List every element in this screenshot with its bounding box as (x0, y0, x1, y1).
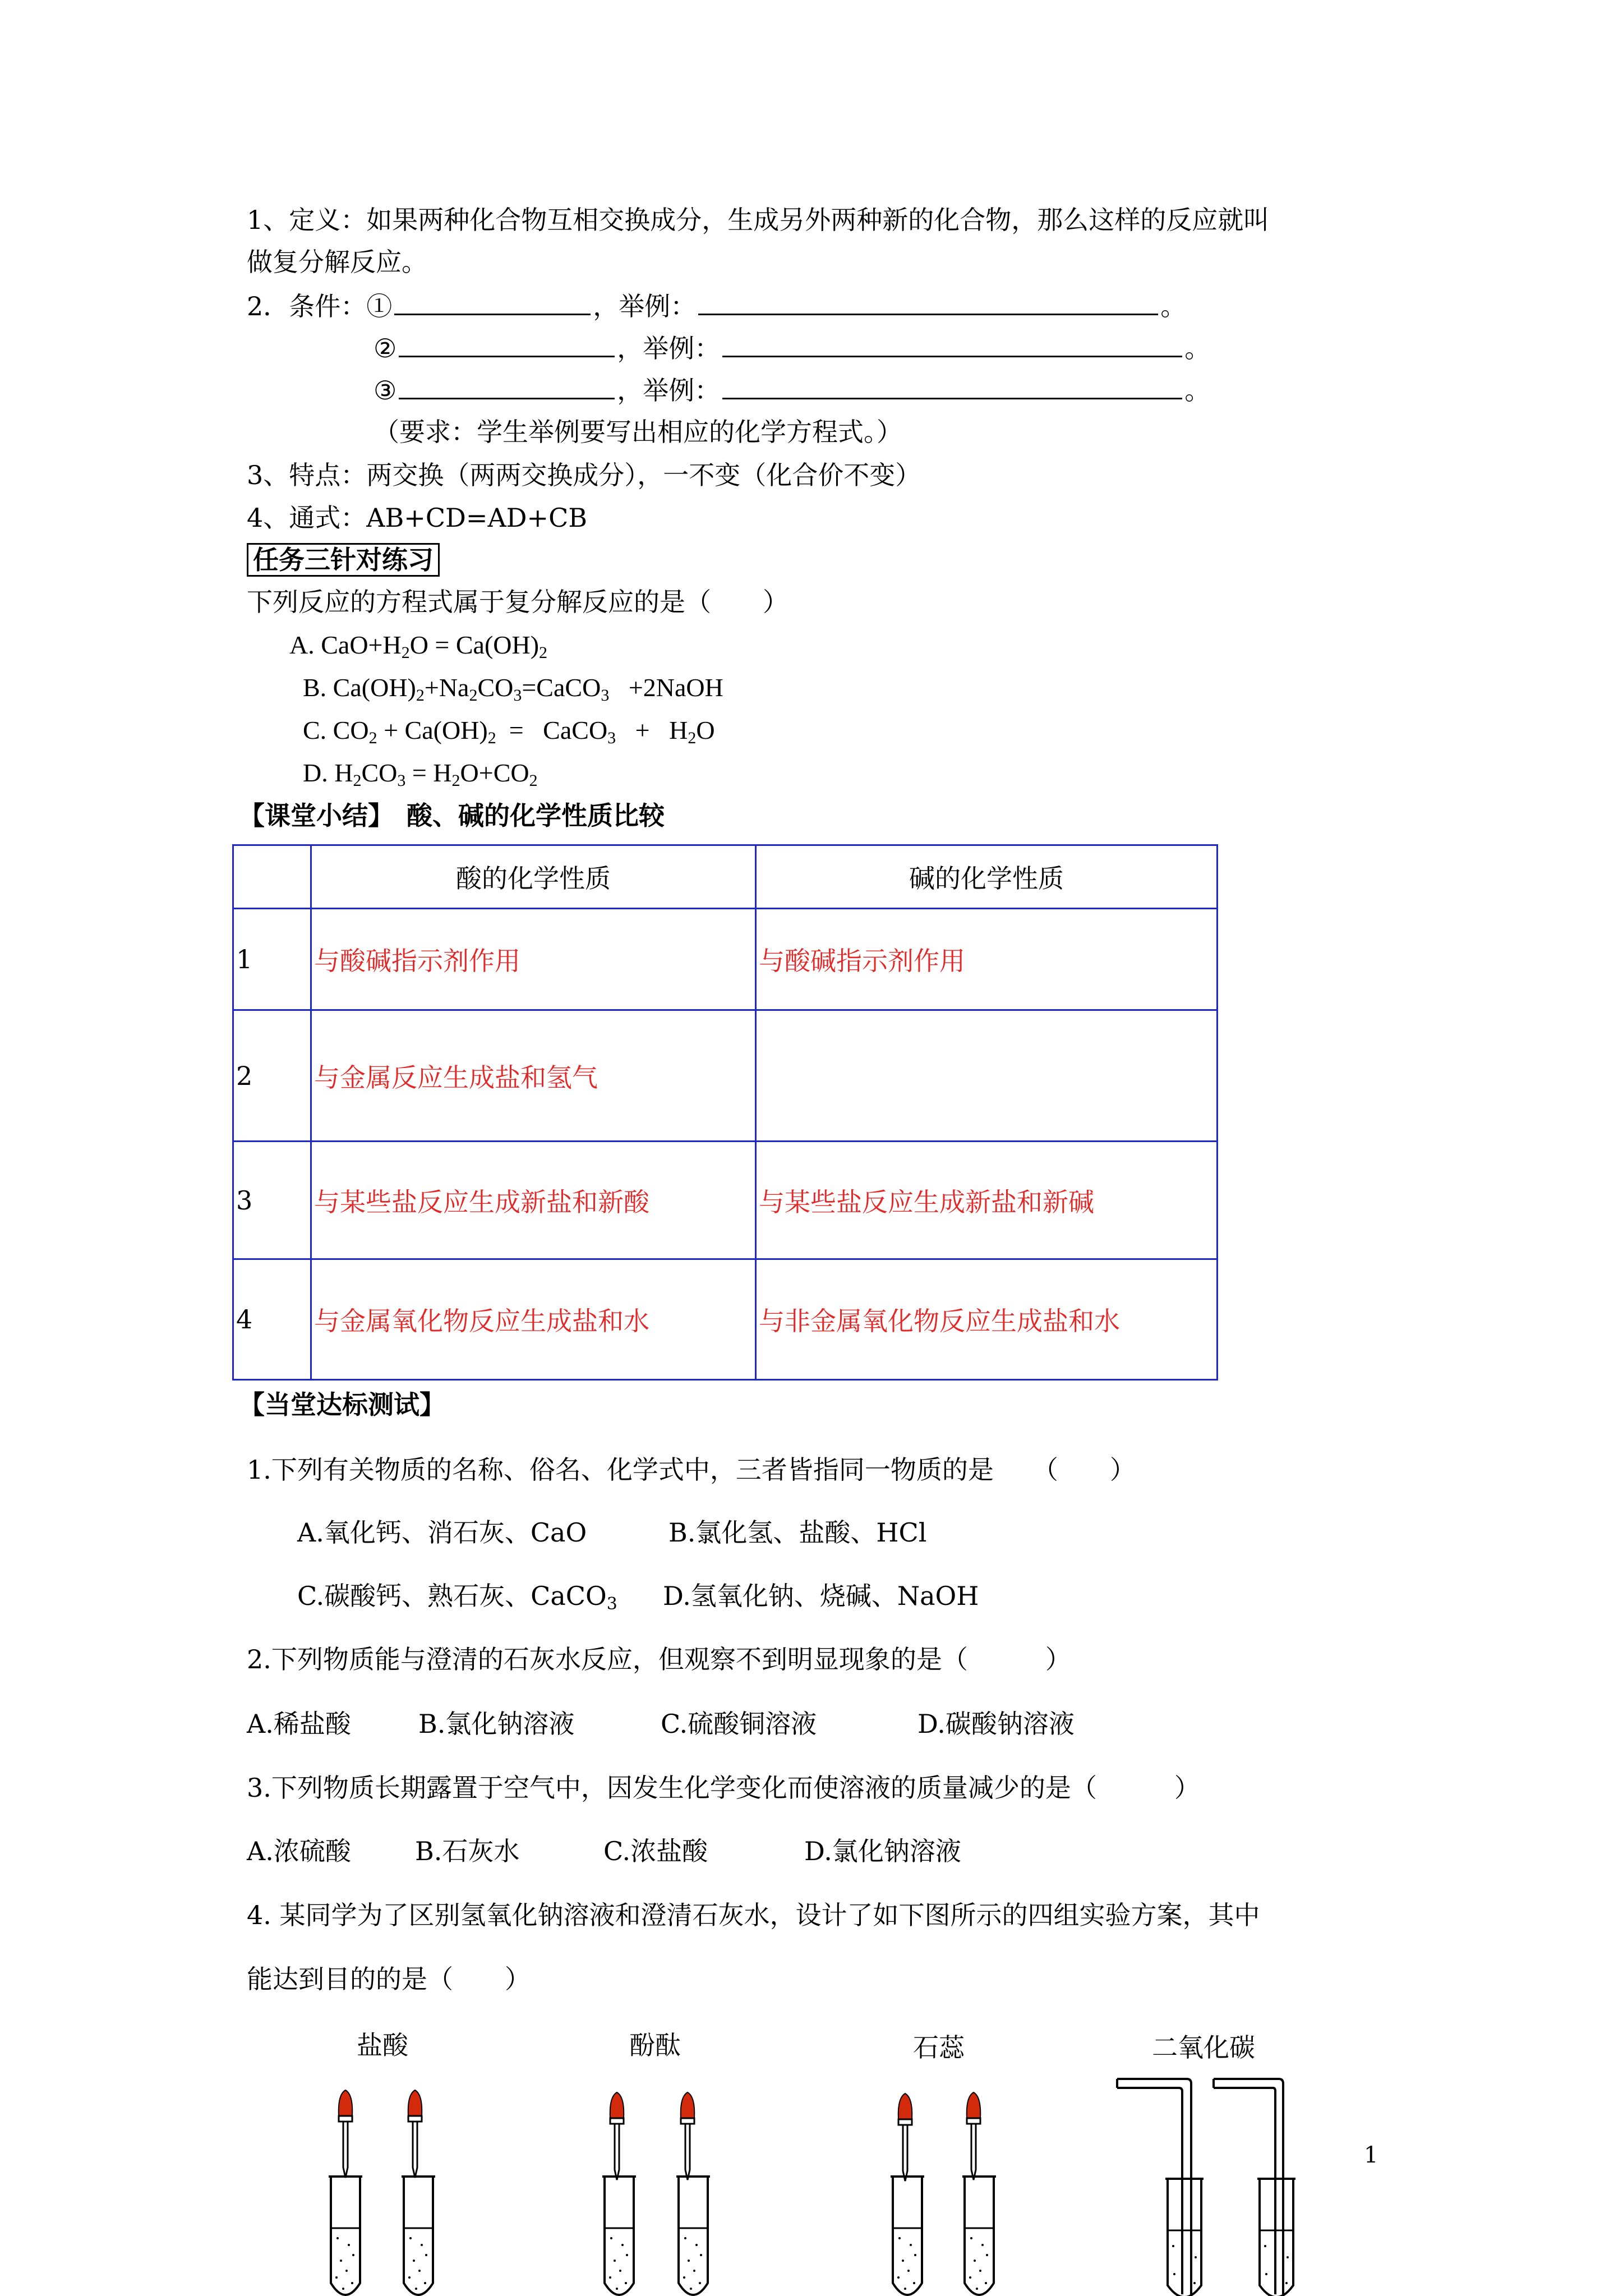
q2-option-a: A.稀盐酸 (247, 1709, 351, 1739)
circle-number-3: ③ (374, 375, 397, 406)
apparatus-label-hcl: 盐酸 (357, 2030, 408, 2060)
dropper-icon (898, 2093, 912, 2181)
end-mark-3: 。 (1184, 375, 1211, 406)
test-tube-icon (891, 2177, 924, 2295)
q1-stem: 1.下列有关物质的名称、俗名、化学式中，三者皆指同一物质的是 （ ） (247, 1455, 1136, 1485)
q1-option-a: A.氧化钙、消石灰、CaO (297, 1517, 587, 1548)
condition-label: 2．条件： (247, 291, 367, 321)
q1-option-c-sub: 3 (606, 1594, 617, 1614)
example-label-2: ，举例： (617, 333, 721, 364)
summary-title: 【课堂小结】 酸、碱的化学性质比较 (239, 800, 665, 831)
task3-title-box: 任务三针对练习 (247, 543, 440, 577)
co2-setup (1117, 2079, 1295, 2296)
row-number: 1 (233, 909, 311, 1010)
q3-option-b: B.石灰水 (415, 1836, 520, 1866)
dropper-icon (610, 2092, 624, 2180)
acid-property: 与金属氧化物反应生成盐和水 (311, 1259, 756, 1380)
q3-stem: 3.下列物质长期露置于空气中，因发生化学变化而使溶液的质量减少的是（ ） (247, 1773, 1200, 1803)
page-number: 1 (1364, 2142, 1378, 2168)
definition-line-2: 做复分解反应。 (247, 247, 427, 277)
delivery-tube-icon (1117, 2079, 1191, 2294)
end-mark-1: 。 (1160, 291, 1187, 321)
option-a: A. $CaO+H_2O = Ca(OH)_2$ (289, 631, 548, 662)
base-property: 与酸碱指示剂作用 (756, 909, 1218, 1010)
q4-line-1: 4. 某同学为了区别氢氧化钠溶液和澄清石灰水，设计了如下图所示的四组实验方案，其中 (247, 1900, 1260, 1930)
base-property: 与非金属氧化物反应生成盐和水 (756, 1259, 1218, 1380)
header-cell-base: 碱的化学性质 (756, 845, 1218, 909)
q2-option-b: B.氯化钠溶液 (418, 1709, 575, 1739)
acid-property: 与酸碱指示剂作用 (311, 909, 756, 1010)
example-label-1: ，举例： (593, 291, 697, 321)
circle-number-2: ② (374, 333, 397, 364)
test-tube-icon (962, 2177, 996, 2295)
test-tube-icon (329, 2177, 362, 2295)
acid-property: 与金属反应生成盐和氢气 (311, 1010, 756, 1142)
row-number: 3 (233, 1142, 311, 1259)
q3-option-d: D.氯化钠溶液 (804, 1836, 961, 1866)
row-number: 2 (233, 1010, 311, 1142)
q2-option-d: D.碳酸钠溶液 (917, 1709, 1075, 1739)
test-tube-icon (1165, 2179, 1204, 2296)
end-mark-2: 。 (1184, 333, 1211, 364)
general-formula: 4、通式：AB+CD=AD+CB (247, 503, 588, 533)
feature-text: 3、特点：两交换（两两交换成分），一不变（化合价不变） (247, 460, 921, 490)
q3-option-a: A.浓硫酸 (247, 1836, 351, 1866)
acid-property: 与某些盐反应生成新盐和新酸 (311, 1142, 756, 1259)
option-d: D. $H_2CO_3 = H_2O+CO_2$ (303, 758, 538, 790)
test-tube-icon (676, 2177, 710, 2295)
header-cell-acid: 酸的化学性质 (311, 845, 756, 909)
test-tube-icon (602, 2177, 636, 2295)
q2-option-c: C.硫酸铜溶液 (661, 1709, 817, 1739)
dropper-icon (408, 2090, 422, 2178)
example-label-3: ，举例： (617, 375, 721, 406)
test-title: 【当堂达标测试】 (239, 1389, 445, 1420)
row-number: 4 (233, 1259, 311, 1380)
base-property: 与某些盐反应生成新盐和新碱 (756, 1142, 1218, 1259)
option-c: C. $CO_2 + Ca(OH)_2$ = CaCO$_3$ + $H_2O$ (303, 716, 715, 747)
q2-stem: 2.下列物质能与澄清的石灰水反应，但观察不到明显现象的是（ ） (247, 1644, 1071, 1674)
apparatus-label-phenolphthalein: 酚酞 (629, 2030, 681, 2060)
task3-question: 下列反应的方程式属于复分解反应的是（ ） (247, 587, 789, 617)
option-b: B. $Ca(OH)_2+Na_2CO_3=CaCO_3$ +2NaOH (303, 673, 723, 705)
q1-option-c-text: C.碳酸钙、熟石灰、CaCO (297, 1581, 607, 1611)
phenolphthalein-setup (602, 2092, 710, 2295)
delivery-tube-icon (1214, 2079, 1283, 2294)
test-tube-icon (402, 2177, 435, 2295)
dropper-icon (339, 2090, 353, 2178)
circle-number-1: ① (366, 291, 393, 321)
q1-option-d: D.氢氧化钠、烧碱、NaOH (663, 1581, 979, 1611)
q3-option-c: C.浓盐酸 (603, 1836, 708, 1866)
apparatus-label-litmus: 石蕊 (913, 2032, 965, 2063)
apparatus-label-co2: 二氧化碳 (1152, 2032, 1255, 2063)
definition-line-1: 1、定义：如果两种化合物互相交换成分，生成另外两种新的化合物，那么这样的反应就叫 (247, 205, 1270, 235)
dropper-icon (681, 2092, 695, 2180)
condition-note: （要求：学生举例要写出相应的化学方程式。） (374, 417, 902, 447)
litmus-setup (891, 2092, 996, 2295)
hcl-setup (329, 2090, 435, 2295)
dropper-icon (967, 2092, 981, 2180)
q1-option-b: B.氯化氢、盐酸、HCl (668, 1517, 927, 1548)
q4-line-2: 能达到目的的是（ ） (247, 1964, 531, 1994)
